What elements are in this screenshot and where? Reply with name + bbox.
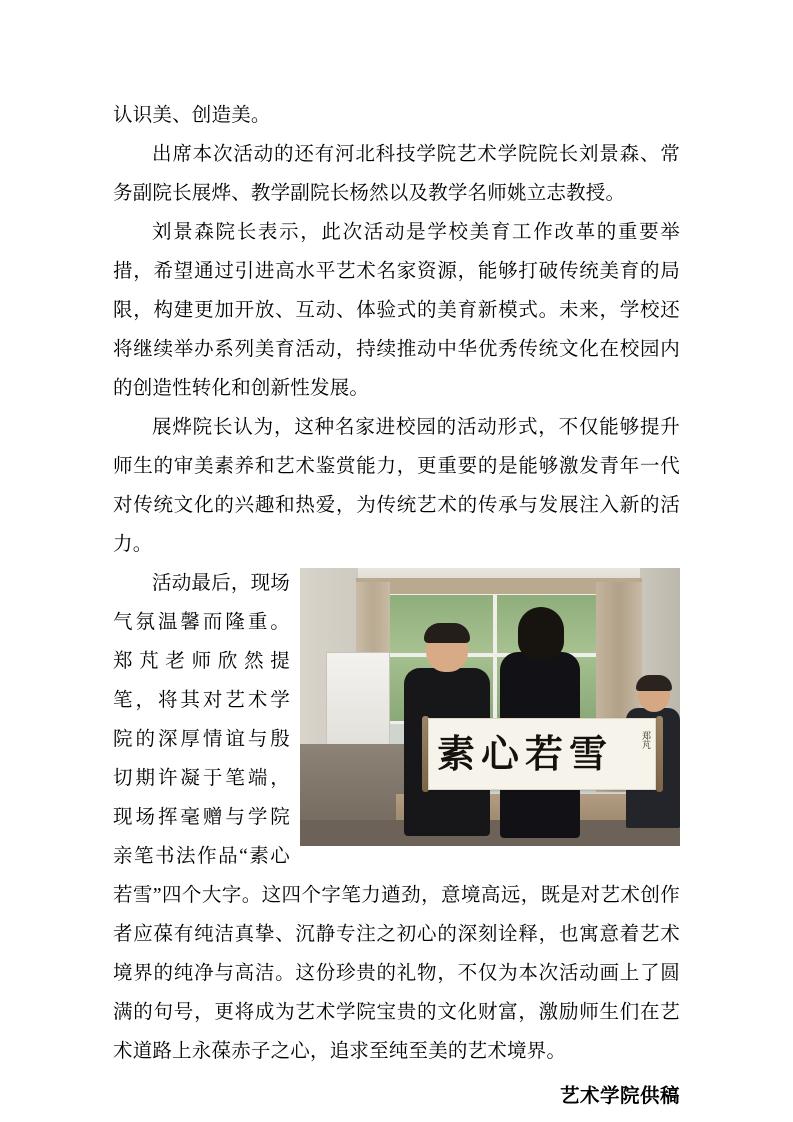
paragraph-5: 活动最后，现场气氛温馨而隆重。郑芃老师欣然提笔，将其对艺术学院的深厚情谊与殷切期许凝于笔端，现场挥毫赠与学院亲笔书法作品“素心若雪”四个大字。这四个字笔力遒劲，意境高远，既是对艺术创作者应葆有纯洁真挚、沉静专注之初心的深刻诠释，也寓意着艺术境界的纯净与高洁。这份珍贵的礼物，不仅为本次活动画上了圆满的句号，更将成为艺术学院宝贵的文化财富，激励师生们在艺术道路上永葆赤子之心，追求至纯至美的艺术境界。 [113,573,680,1062]
photo-scroll-characters: 素心若雪 [437,731,614,776]
document-body [113,96,680,1116]
paragraph-3: 刘景森院长表示，此次活动是学校美育工作改革的重要举措，希望通过引进高水平艺术名家资源，能够打破传统美育的局限，构建更加开放、互动、体验式的美育新模式。未来，学校还将继续举办系列美育活动，持续推动中华优秀传统文化在校园内的创造性转化和创新性发展。 [113,222,680,399]
paragraph-4: 展烨院长认为，这种名家进校园的活动形式，不仅能够提升师生的审美素养和艺术鉴赏能力，更重要的是能够激发青年一代对传统文化的兴趣和热爱，为传统艺术的传承与发展注入新的活力。 [113,417,680,555]
photo-scroll-rod-right [656,716,663,792]
paragraph-5-with-figure [113,564,680,1071]
paragraph-1: 认识美、创造美。 [113,105,271,126]
paragraph-2: 出席本次活动的还有河北科技学院艺术学院院长刘景森、常务副院长展烨、教学副院长杨然以及教学名师姚立志教授。 [113,144,680,204]
photo-floor [300,820,680,846]
photo-woman-hair [518,607,564,659]
document-signature: 艺术学院供稿 [559,1086,680,1107]
photo-scroll-signature: 郑芃 [641,731,651,749]
photo-man-hair [424,623,470,643]
photo-calligraphy-scroll [428,718,656,790]
photo-man-right-hair [636,675,672,691]
calligraphy-presentation-photo [300,568,680,846]
